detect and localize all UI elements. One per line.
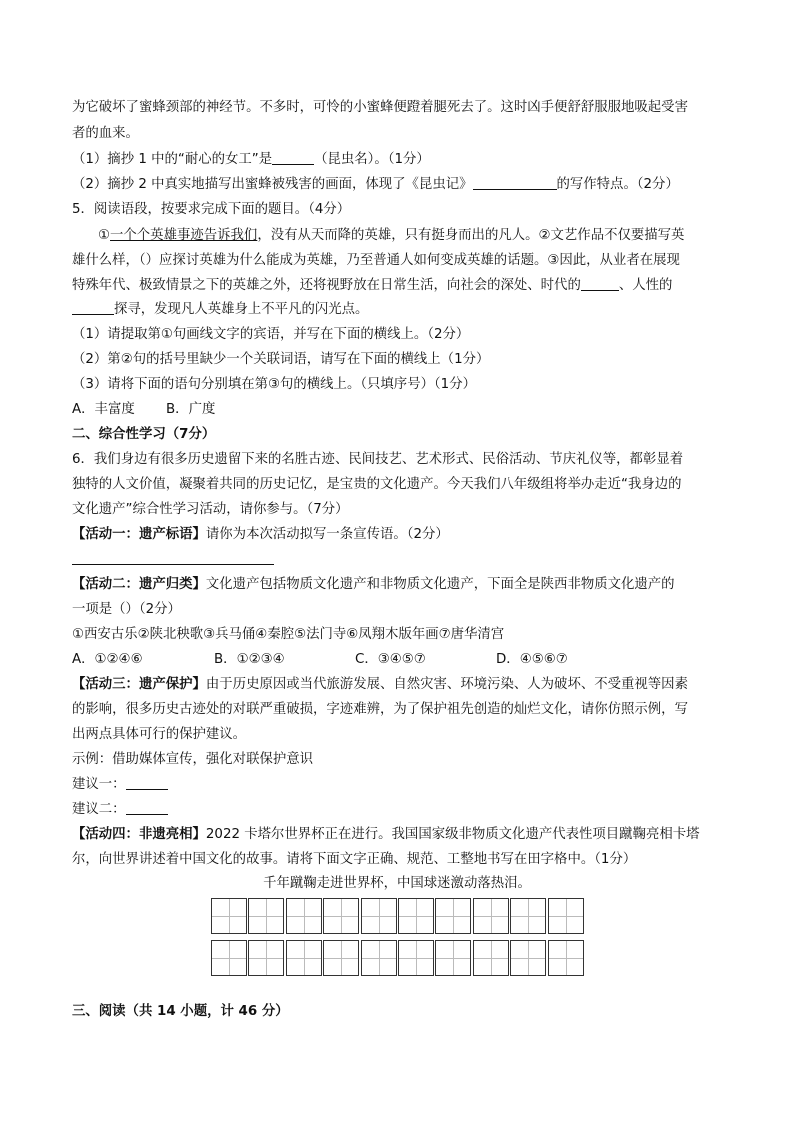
section-2-heading: 二、综合性学习（7分） bbox=[72, 427, 216, 442]
q5-para-line-3: 特殊年代、极致情景之下的英雄之外，还将视野放在日常生活，向社会的深处、时代的 、人性的 bbox=[72, 278, 673, 293]
suggestion-2: 建议二： bbox=[72, 800, 168, 820]
q5-sub2: （2）第②句的括号里缺少一个关联词语，请写在下面的横线上（1分） bbox=[72, 352, 490, 367]
q5-sub1: （1）请提取第①句画线文字的宾语，并写在下面的横线上。（2分） bbox=[72, 327, 470, 342]
answer-blank[interactable] bbox=[473, 175, 557, 190]
activity-4-label: 【活动四：非遗亮相】 bbox=[72, 827, 206, 842]
grid-cell[interactable] bbox=[211, 898, 247, 934]
activity-1: 【活动一：遗产标语】请你为本次活动拟写一条宣传语。（2分） bbox=[72, 527, 449, 542]
slogan-answer-line[interactable] bbox=[72, 564, 274, 565]
activity-2-label: 【活动二：遗产归类】 bbox=[72, 577, 206, 592]
grid-cell[interactable] bbox=[548, 898, 584, 934]
example: 示例：借助媒体宣传，强化对联保护意识 bbox=[72, 752, 314, 767]
grid-cell[interactable] bbox=[286, 940, 322, 976]
option-c[interactable]: C．③④⑤⑦ bbox=[355, 652, 426, 667]
activity-4-line-2: 尔，向世界讲述着中国文化的故事。请将下面文字正确、规范、工整地书写在田字格中。（1分） bbox=[72, 852, 637, 867]
grid-cell[interactable] bbox=[286, 898, 322, 934]
option-a[interactable]: A．丰富度 bbox=[72, 402, 135, 417]
activity-3-label: 【活动三：遗产保护】 bbox=[72, 677, 206, 692]
grid-cell[interactable] bbox=[473, 898, 509, 934]
grid-cell[interactable] bbox=[323, 898, 359, 934]
grid-cell[interactable] bbox=[435, 898, 471, 934]
q5-sub3: （3）请将下面的语句分别填在第③句的横线上。（只填序号）（1分） bbox=[72, 377, 476, 392]
grid-cell[interactable] bbox=[435, 940, 471, 976]
activity-4: 【活动四：非遗亮相】2022 卡塔尔世界杯正在进行。我国国家级非物质文化遗产代表性项目蹴鞠亮相卡塔 bbox=[72, 827, 700, 842]
grid-cell[interactable] bbox=[323, 940, 359, 976]
grid-cell[interactable] bbox=[211, 940, 247, 976]
suggestion-1: 建议一： bbox=[72, 775, 168, 795]
copy-sentence: 千年蹴鞠走进世界杯，中国球迷激动落热泪。 bbox=[263, 876, 531, 891]
q6-line-1: 6．我们身边有很多历史遗留下来的名胜古迹、民间技艺、艺术形式、民俗活动、节庆礼仪等，都彰显着 bbox=[72, 452, 684, 467]
q5-para-line-1: ①一个个英雄事迹告诉我们，没有从天而降的英雄，只有挺身而出的凡人。②文艺作品不仅要描写英 bbox=[98, 228, 685, 243]
activity-3: 【活动三：遗产保护】由于历史原因或当代旅游发展、自然灾害、环境污染、人为破坏、不受重视等因素 bbox=[72, 677, 688, 692]
answer-blank[interactable] bbox=[72, 300, 114, 315]
activity-3-line-2: 的影响，很多历史古迹处的对联严重破损，字迹难辨，为了保护祖先创造的灿烂文化，请你仿照示例，写 bbox=[72, 702, 688, 717]
q5-title: 5．阅读语段，按要求完成下面的题目。（4分） bbox=[72, 202, 351, 217]
activity-2: 【活动二：遗产归类】文化遗产包括物质文化遗产和非物质文化遗产，下面全是陕西非物质文化遗产的 bbox=[72, 577, 675, 592]
option-d[interactable]: D．④⑤⑥⑦ bbox=[496, 652, 568, 667]
grid-cell[interactable] bbox=[361, 940, 397, 976]
tianzi-grid-row-1 bbox=[211, 898, 585, 934]
activity-2-items: ①西安古乐②陕北秧歌③兵马俑④秦腔⑤法门寺⑥凤翔木版年画⑦唐华清宫 bbox=[72, 627, 505, 642]
q6-line-3: 文化遗产”综合性学习活动，请你参与。（7分） bbox=[72, 502, 349, 517]
answer-blank[interactable] bbox=[272, 150, 314, 165]
activity-1-label: 【活动一：遗产标语】 bbox=[72, 527, 206, 542]
answer-blank[interactable] bbox=[126, 800, 168, 815]
q4-sub2: （2）摘抄 2 中真实地描写出蜜蜂被残害的画面，体现了《昆虫记》 的写作特点。（2分） bbox=[72, 177, 679, 192]
grid-cell[interactable] bbox=[398, 898, 434, 934]
grid-cell[interactable] bbox=[248, 940, 284, 976]
answer-blank[interactable] bbox=[126, 775, 168, 790]
option-b[interactable]: B．①②③④ bbox=[214, 652, 285, 667]
q4-sub1: （1）摘抄 1 中的“耐心的女工”是 （昆虫名）。（1分） bbox=[72, 152, 430, 167]
grid-cell[interactable] bbox=[510, 940, 546, 976]
underlined-phrase: 一个个英雄事迹告诉我们 bbox=[110, 228, 258, 243]
grid-cell[interactable] bbox=[473, 940, 509, 976]
section-3-heading: 三、阅读（共 14 小题，计 46 分） bbox=[72, 1004, 289, 1019]
intro-line-1: 为它破坏了蜜蜂颈部的神经节。不多时，可怜的小蜜蜂便蹬着腿死去了。这时凶手便舒舒服服地吸起受害 bbox=[72, 100, 688, 115]
grid-cell[interactable] bbox=[548, 940, 584, 976]
option-a[interactable]: A．①②④⑥ bbox=[72, 652, 143, 667]
grid-cell[interactable] bbox=[398, 940, 434, 976]
activity-2-options bbox=[72, 650, 568, 670]
activity-3-line-3: 出两点具体可行的保护建议。 bbox=[72, 727, 247, 742]
tianzi-grid-row-2 bbox=[211, 940, 585, 976]
q5-para-line-2: 雄什么样，（）应探讨英雄为什么能成为英雄，乃至普通人如何变成英雄的话题。③因此，从业者在展现 bbox=[72, 253, 680, 268]
activity-2-line-2: 一项是（）（2分） bbox=[72, 602, 181, 617]
q5-para-line-4: 探寻，发现凡人英雄身上不平凡的闪光点。 bbox=[72, 300, 368, 320]
answer-blank[interactable] bbox=[581, 276, 619, 291]
grid-cell[interactable] bbox=[248, 898, 284, 934]
intro-line-2: 者的血来。 bbox=[72, 126, 139, 141]
option-b[interactable]: B．广度 bbox=[166, 402, 216, 417]
grid-cell[interactable] bbox=[510, 898, 546, 934]
q5-options bbox=[72, 400, 215, 420]
grid-cell[interactable] bbox=[361, 898, 397, 934]
q6-line-2: 独特的人文价值，凝聚着共同的历史记忆，是宝贵的文化遗产。今天我们八年级组将举办走近“我身边的 bbox=[72, 477, 682, 492]
